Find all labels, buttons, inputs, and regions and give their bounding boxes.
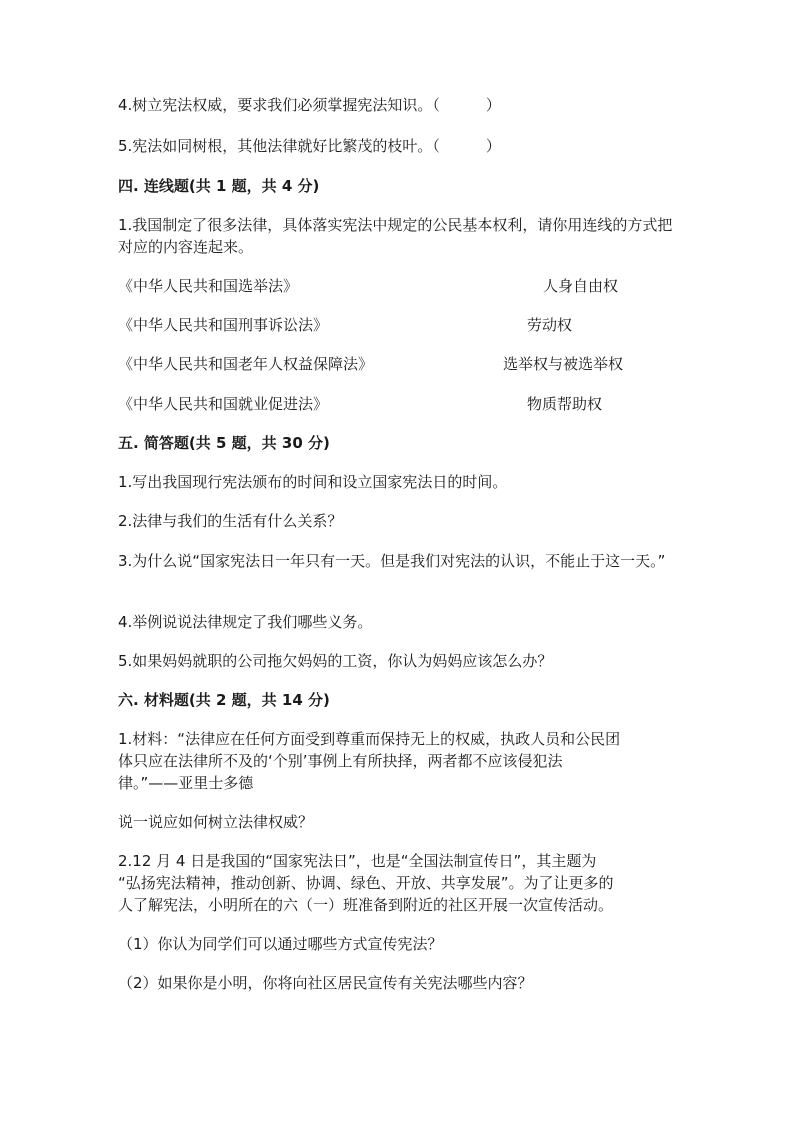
- section-5-question-1: 1.写出我国现行宪法颁布的时间和设立国家宪法日的时间。: [118, 473, 508, 491]
- tf-question-5-text: 5.宪法如同树根，其他法律就好比繁茂的枝叶。（: [118, 137, 440, 155]
- section-6-q1-line-2: 体只应在法律所不及的‘个别’事例上有所抉择，两者都不应该侵犯法: [118, 752, 563, 770]
- section-5-question-2: 2.法律与我们的生活有什么关系？: [118, 512, 343, 530]
- section-6-q2-sub-1: （1）你认为同学们可以通过哪些方式宣传宪法？: [118, 935, 443, 953]
- section-6-q2-line-3: 人了解宪法，小明所在的六（一）班准备到附近的社区开展一次宣传活动。: [118, 896, 614, 914]
- section-6-title: 六. 材料题(共 2 题，共 14 分): [118, 691, 330, 709]
- match-right-1: 人身自由权: [543, 277, 619, 295]
- tf-question-5: [118, 136, 501, 157]
- tf-question-4-paren-close: ）: [485, 96, 501, 114]
- match-right-2: 劳动权: [527, 316, 573, 334]
- section-6-q2-line-1: 2.12 月 4 日是我国的“国家宪法日”，也是“全国法制宣传日”，其主题为: [118, 852, 597, 870]
- section-4-title: 四. 连线题(共 1 题，共 4 分): [118, 177, 320, 195]
- tf-question-4-text: 4.树立宪法权威，要求我们必须掌握宪法知识。（: [118, 96, 440, 114]
- match-left-4: 《中华人民共和国就业促进法》: [118, 395, 329, 413]
- match-right-3: 选举权与被选举权: [503, 355, 624, 373]
- section-5-title: 五. 简答题(共 5 题，共 30 分): [118, 434, 330, 452]
- section-6-q2-sub-2: （2）如果你是小明，你将向社区居民宣传有关宪法哪些内容？: [118, 974, 533, 992]
- match-right-4: 物质帮助权: [527, 395, 603, 413]
- section-6-q1-line-1: 1.材料：“法律应在任何方面受到尊重而保持无上的权威，执政人员和公民团: [118, 730, 621, 748]
- match-left-1: 《中华人民共和国选举法》: [118, 277, 299, 295]
- match-left-3: 《中华人民共和国老年人权益保障法》: [118, 355, 374, 373]
- section-5-question-4: 4.举例说说法律规定了我们哪些义务。: [118, 613, 373, 631]
- tf-question-5-paren-close: ）: [485, 137, 501, 155]
- section-5-question-3: 3.为什么说“国家宪法日一年只有一天。但是我们对宪法的认识，不能止于这一天。”: [118, 552, 666, 570]
- tf-question-4: [118, 95, 501, 116]
- section-6-q1-ask: 说一说应如何树立法律权威？: [118, 813, 314, 831]
- section-5-question-5: 5.如果妈妈就职的公司拖欠妈妈的工资，你认为妈妈应该怎么办？: [118, 652, 553, 670]
- match-left-2: 《中华人民共和国刑事诉讼法》: [118, 316, 329, 334]
- section-6-q2-line-2: “弘扬宪法精神，推动创新、协调、绿色、开放、共享发展”。为了让更多的: [118, 874, 614, 892]
- section-6-q1-line-3: 律。”——亚里士多德: [118, 774, 254, 792]
- section-4-question-1: 1.我国制定了很多法律，具体落实宪法中规定的公民基本权利，请你用连线的方式把对应的内容连起来。: [118, 216, 673, 256]
